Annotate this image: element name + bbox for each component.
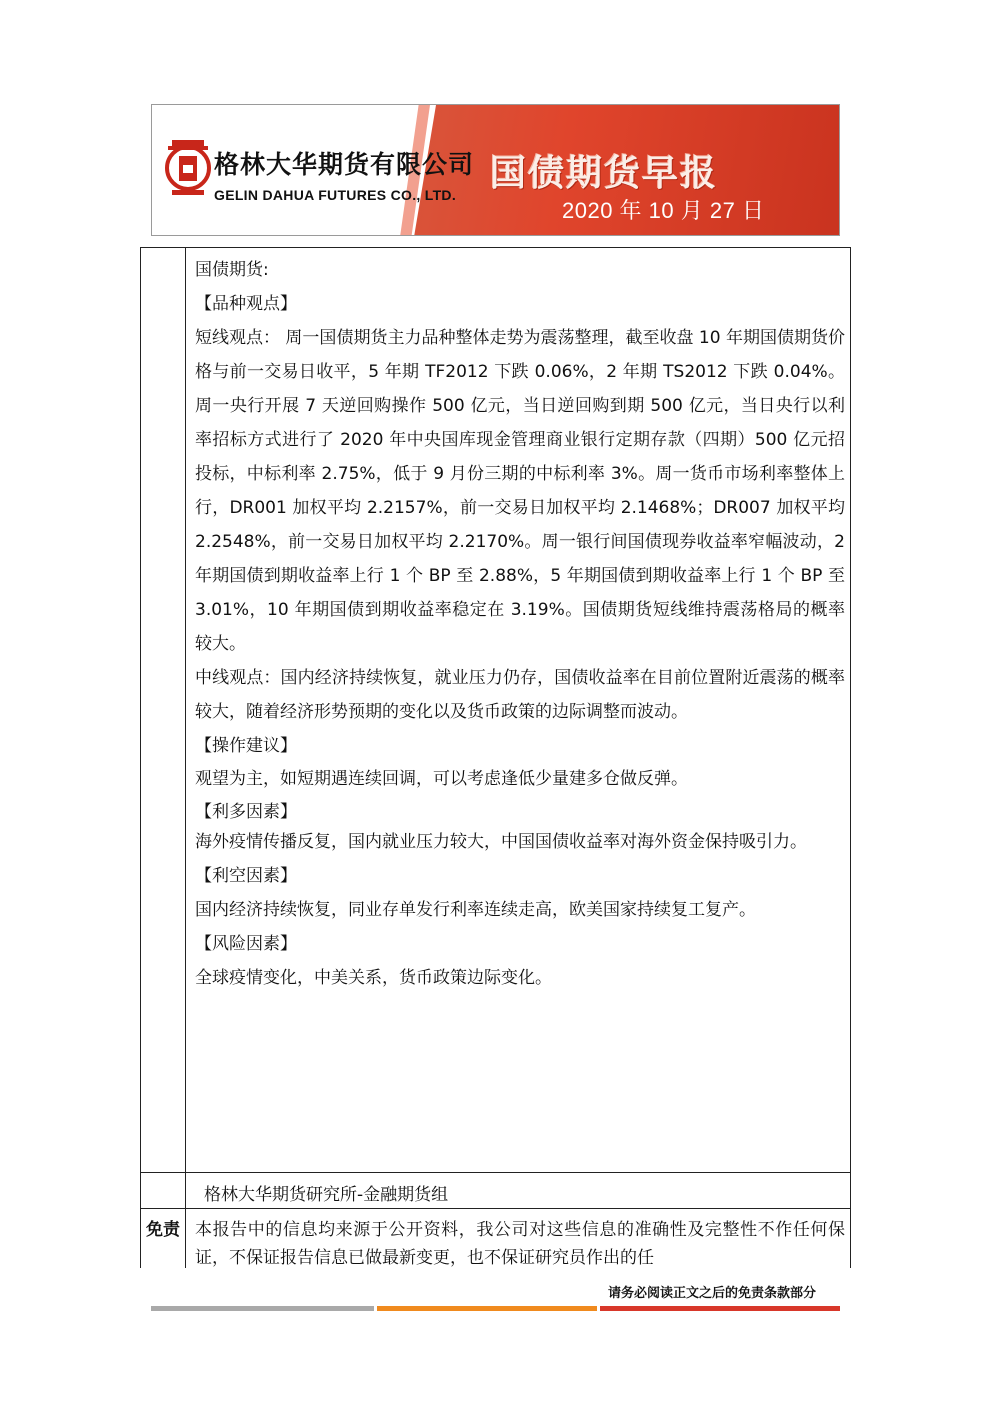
view-heading: 【品种观点】 (195, 294, 297, 314)
bearish-heading: 【利空因素】 (195, 866, 297, 886)
product-label: 国债期货: (195, 260, 269, 280)
footer-bar-red (600, 1306, 840, 1311)
report-date: 2020 年 10 月 27 日 (562, 198, 765, 223)
company-seal-logo-icon (164, 137, 212, 199)
research-source: 格林大华期货研究所-金融期货组 (204, 1185, 449, 1205)
short-term-view: 短线观点： 周一国债期货主力品种整体走势为震荡整理，截至收盘 10 年期国债期货价格与前一交易日收平，5 年期 TF2012 下跌 0.06%，2 年期 TS2012 下跌 0.04%。周一央行开展 7 天逆回购操作 500 亿元，当日逆回购到期 500 亿元，当日央行以利率招标方式进行了 2020 年中央国库现金管理商业银行定期存款（四期）500 亿元招投标，中标利率 2.75%，低于 9 月份三期的中标利率 3%。周一货币市场利率整体上行，DR001 加权平均 2.2157%，前一交易日加权平均 2.1468%；DR007 加权平均 2.2548%，前一交易日加权平均 2.2170%。周一银行间国债现券收益率窄幅波动，2 年期国债到期收益率上行 1 个 BP 至 2.88%，5 年期国债到期收益率上行 1 个 BP 至 3.01%，10 年期国债到期收益率稳定在 3.19%。国债期货短线维持震荡格局的概率较大。 (195, 328, 845, 654)
company-name-cn: 格林大华期货有限公司 (214, 150, 475, 179)
table-row-divider (141, 1208, 850, 1209)
footer-bar-orange (377, 1306, 597, 1311)
footer-bar-gray (151, 1306, 374, 1311)
bullish-heading: 【利多因素】 (195, 802, 297, 822)
footer-note: 请务必阅读正文之后的免责条款部分 (608, 1286, 817, 1301)
table-column-divider (185, 248, 186, 1268)
table-row-divider (141, 1172, 850, 1173)
analysis-cell (195, 253, 845, 995)
bearish-text: 国内经济持续恢复，同业存单发行利率连续走高，欧美国家持续复工复产。 (195, 900, 756, 920)
report-title: 国债期货早报 (490, 153, 719, 194)
risk-heading: 【风险因素】 (195, 934, 297, 954)
advice-text: 观望为主，如短期遇连续回调，可以考虑逢低少量建多仓做反弹。 (195, 769, 688, 789)
disclaimer-text: 本报告中的信息均来源于公开资料，我公司对这些信息的准确性及完整性不作任何保证，不保证报告信息已做最新变更，也不保证研究员作出的任 (195, 1220, 845, 1268)
mid-term-view: 中线观点：国内经济持续恢复，就业压力仍存，国债收益率在目前位置附近震荡的概率较大，随着经济形势预期的变化以及货币政策的边际调整而波动。 (195, 668, 845, 722)
report-banner (151, 104, 840, 236)
advice-heading: 【操作建议】 (195, 736, 297, 756)
bullish-text: 海外疫情传播反复，国内就业压力较大，中国国债收益率对海外资金保持吸引力。 (195, 832, 807, 852)
report-table (140, 247, 851, 1268)
company-name-en: GELIN DAHUA FUTURES CO., LTD. (214, 187, 457, 203)
risk-text: 全球疫情变化，中美关系，货币政策边际变化。 (195, 968, 552, 988)
disclaimer-label: 免责 (146, 1220, 180, 1240)
